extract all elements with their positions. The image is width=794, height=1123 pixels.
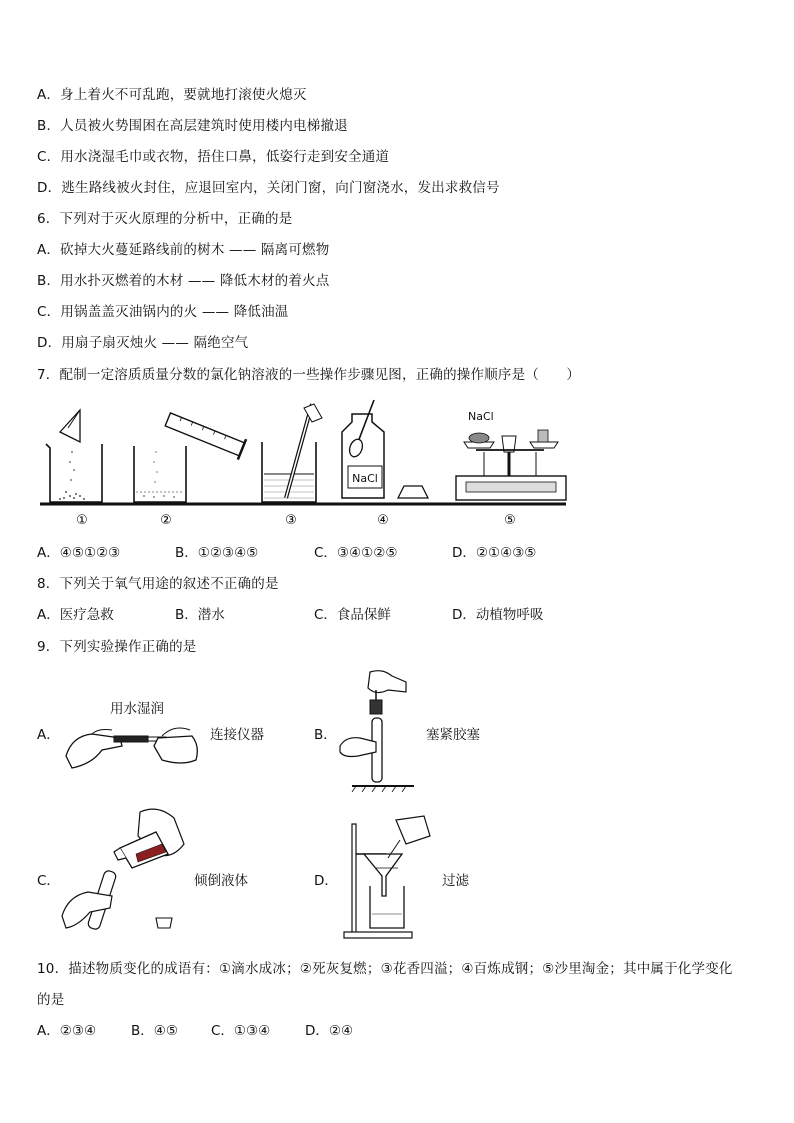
- q9-option-d-letter: D．: [314, 873, 338, 889]
- q7-stem: 7．配制一定溶质质量分数的氯化钠溶液的一些操作步骤见图，正确的操作顺序是（ ）: [37, 367, 581, 383]
- q7-option-c: C．③④①②⑤: [314, 545, 398, 561]
- q9-d-filter-figure: [340, 814, 436, 942]
- q5-option-c: C．用水浇湿毛巾或衣物，捂住口鼻，低姿行走到安全通道: [37, 149, 390, 165]
- q8-option-d: D．动植物呼吸: [452, 607, 544, 623]
- q8-stem: 8．下列关于氧气用途的叙述不正确的是: [37, 576, 279, 592]
- q6-option-a: A．砍掉大火蔓延路线前的树木 —— 隔离可燃物: [37, 242, 330, 258]
- q8-option-a: A．医疗急救: [37, 607, 114, 623]
- step1-beaker-icon: [46, 410, 102, 504]
- figure-label-5: ⑤: [504, 513, 516, 528]
- balance-label: NaCl: [468, 410, 494, 423]
- bottle-label: NaCl: [352, 472, 378, 485]
- q9-option-c-letter: C．: [37, 873, 60, 889]
- q6-option-b: B．用水扑灭燃着的木材 —— 降低木材的着火点: [37, 273, 330, 289]
- step2-beaker-icon: [134, 409, 246, 502]
- step4-reagent-bottle-icon: [342, 400, 428, 498]
- figure-label-1: ①: [76, 513, 88, 528]
- step3-beaker-icon: [262, 404, 322, 502]
- q5-option-a: A．身上着火不可乱跑，要就地打滚使火熄灭: [37, 87, 307, 103]
- q7-option-a: A．④⑤①②③: [37, 545, 121, 561]
- step5-balance-icon: [456, 410, 566, 500]
- q7-option-d: D．②①④③⑤: [452, 545, 537, 561]
- q10-option-c: C．①③④: [211, 1023, 271, 1039]
- q9-stem: 9．下列实验操作正确的是: [37, 639, 197, 655]
- q9-a-connect-figure: [62, 716, 202, 772]
- q9-c-caption: 倾倒液体: [194, 873, 248, 889]
- q10-stem-line1: 10．描述物质变化的成语有：①滴水成冰；②死灰复燃；③花香四溢；④百炼成钢；⑤沙里淘金；其中属于化学变化: [37, 961, 733, 977]
- q8-option-c: C．食品保鲜: [314, 607, 391, 623]
- q9-b-stopper-figure: [336, 668, 420, 794]
- q7-figure: [36, 392, 572, 530]
- figure-label-4: ④: [377, 513, 389, 528]
- q8-option-b: B．潜水: [175, 607, 225, 623]
- q10-option-d: D．②④: [305, 1023, 354, 1039]
- figure-label-2: ②: [160, 513, 172, 528]
- q9-a-top-caption: 用水湿润: [110, 701, 164, 717]
- q9-b-caption: 塞紧胶塞: [426, 727, 480, 743]
- q6-option-c: C．用锅盖盖灭油锅内的火 —— 降低油温: [37, 304, 289, 320]
- q10-option-b: B．④⑤: [131, 1023, 178, 1039]
- q6-stem: 6．下列对于灭火原理的分析中，正确的是: [37, 211, 293, 227]
- q7-option-b: B．①②③④⑤: [175, 545, 259, 561]
- q9-d-caption: 过滤: [442, 873, 469, 889]
- q9-option-b-letter: B．: [314, 727, 337, 743]
- q5-option-d: D．逃生路线被火封住，应退回室内，关闭门窗，向门窗浇水，发出求救信号: [37, 180, 500, 196]
- q5-option-b: B．人员被火势围困在高层建筑时使用楼内电梯撤退: [37, 118, 348, 134]
- q9-a-caption: 连接仪器: [210, 727, 264, 743]
- q6-option-d: D．用扇子扇灭烛火 —— 隔绝空气: [37, 335, 249, 351]
- q10-option-a: A．②③④: [37, 1023, 97, 1039]
- figure-label-3: ③: [285, 513, 297, 528]
- q10-stem-line2: 的是: [37, 992, 65, 1008]
- q9-option-a-letter: A．: [37, 727, 60, 743]
- q9-c-pour-figure: [60, 804, 192, 936]
